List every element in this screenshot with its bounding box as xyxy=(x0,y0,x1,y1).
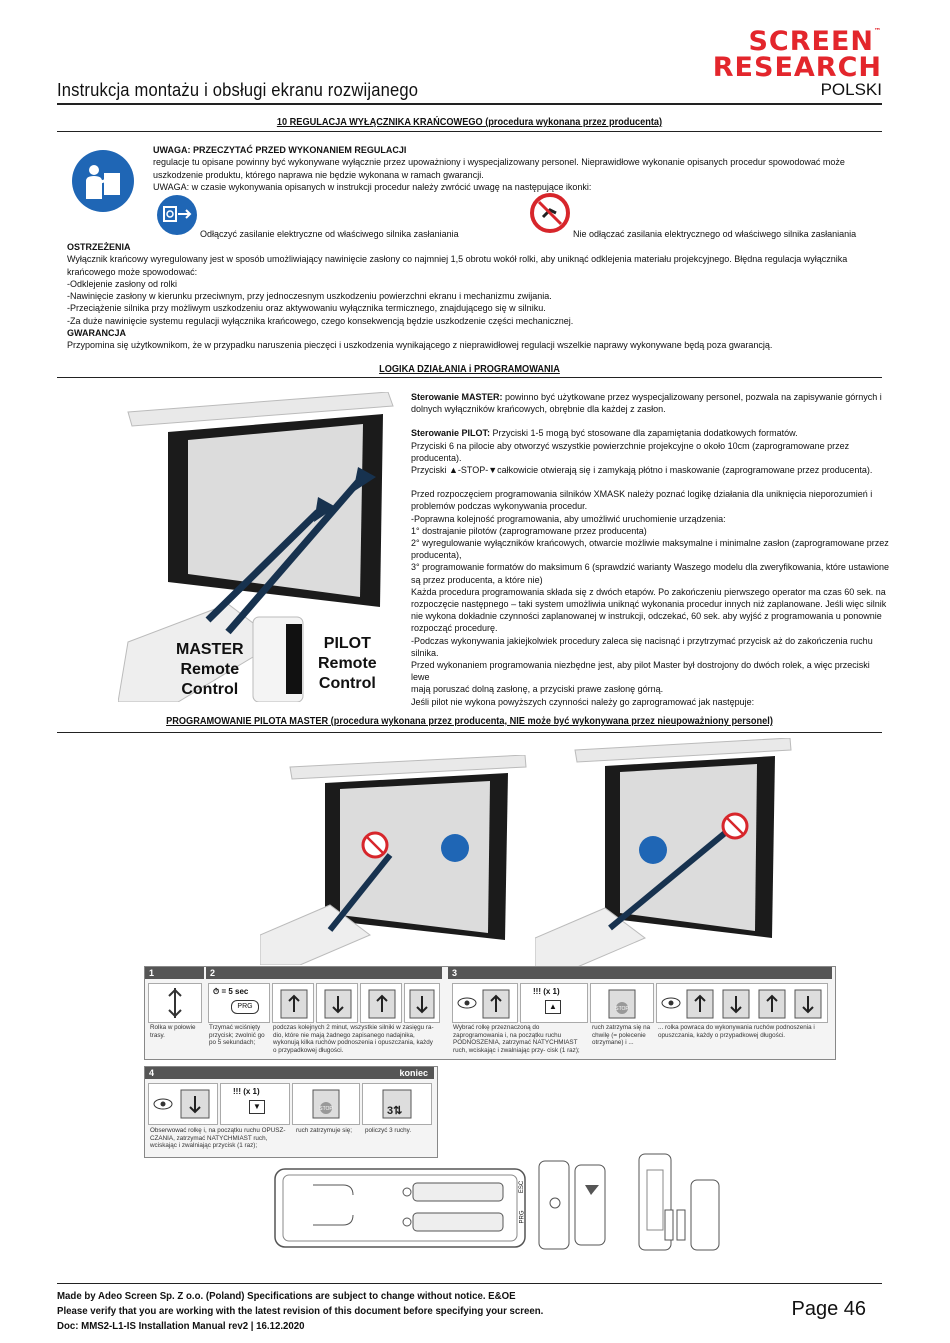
caution-title: OSTRZEŻENIA xyxy=(67,242,131,252)
warranty-text: Przypomina się użytkownikom, że w przypadku naruszenia pieczęci i uszkodzenia wynikającego z nieprawidłowej regulacji wszelkie naprawy wykonywane będą poza gwarancją. xyxy=(67,340,773,351)
warranty-title: GWARANCJA xyxy=(67,328,127,339)
caution-line: -Za duże nawinięcie systemu regulacji wyłącznika krańcowego, czego konsekwencją będzie uszkodzenie części mechanicznej. xyxy=(67,315,574,326)
footer-line: Doc: MMS2-L1-IS Installation Manual rev2 | 16.12.2020 xyxy=(57,1320,305,1332)
logic-heading: LOGIKA DZIAŁANIA i PROGRAMOWANIA xyxy=(379,364,560,375)
do-not-disconnect-label: Nie odłączać zasilania elektrycznego od właściwego silnika zasłaniania xyxy=(573,229,857,239)
step-caption: Obserwować rolkę i, na początku ruchu OPUSZ- CZANIA, zatrzymać NATYCHMIAST ruch, wciskając i zwalniając przycisk (1 raz); xyxy=(150,1127,286,1149)
language-label: POLSKI xyxy=(820,80,882,99)
master-prog-heading: PROGRAMOWANIE PILOTA MASTER (procedura wykonana przez producenta, NIE może być wykonywana przez nieupoważniony personel) xyxy=(166,716,773,727)
esc-label: ESC xyxy=(519,1180,526,1194)
stop-icon xyxy=(292,1083,360,1125)
step-caption: podczas kolejnych 2 minut, wszystkie silniki w zasięgu ra- dio, które nie mają żadnego zapisanego nadajnika, wykonują kilka ruchów podnoszenia i opuszczania, każdy o przypadkowej długości. xyxy=(273,1024,434,1054)
page-number: Page 46 xyxy=(791,1298,866,1320)
prg-button-icon: PRG xyxy=(231,1000,259,1014)
logic-text: Sterowanie MASTER: powinno być użytkowane przez wyspecjalizowany personel, pozwala na zapisywanie górnych i dolnych wyłączników krańcowych, obrębnie dla każdej z zasłon. Sterowanie PILOT: Przyciski 1-5 mogą być stosowane dla zapamiętania dodatkowych formatów. Przyciski 6 na pilocie aby otworzyć wszystkie powierzchnie projekcyjne o około 10cm (zaprogramowane przez producenta). Przyciski ▲-STOP-▼całkowicie otwierają się i zamykają płótno i maskowanie (zaprogramowane przez producenta). Przed rozpoczęciem programowania silników XMASK należy poznać logikę działania dla uniknięcia nieporozumień i problemów podczas wykonywania procedur. -Poprawna kolejność programowania, aby umożliwić uruchomienie urządzenia: 1° dostrajanie pilotów (zaprogramowane przez producenta) 2° wyregulowanie wyłączników krańcowych, otwarcie możliwie maksymalne i minimalne zasłon (zaprogramowane przez producenta), 3° programowanie formatów do maksimum 6 (sprawdzić warianty Waszego modelu dla zweryfikowania, które ustawione są przez producenta, a które nie) Każda procedura programowania składa się z dwóch etapów. Po zakończeniu pierwszego operator ma czas 60 sek. na rozpoczęcie następnego – taki system umożliwia uniknąć wykonania procedur innych niż zaplanowane. Jeśli więc silnik nie wykona dokładnie czynności zaplanowanej w instrukcji, odczekać, 60 sek. aby wyjść z programowania u ponownie rozpocząć procedurę. -Podczas wykonywania jakiejkolwiek procedury zaleca się nacisnąć i przytrzymać przycisk aż do zakończenia ruchu silnika. Przed wykonaniem programowania niezbędne jest, aby pilot Master był dostrojony do dwóch rolek, a więc przeciski lewe mają poruszać dolną zasłonę, a przyciski prawe zasłonę górną. Jeśli pilot nie wykona powyższych czynności należy go zaprogramować jak następuje: xyxy=(411,392,889,707)
remote-back-drawing xyxy=(273,1165,528,1251)
logo-research: RESEARCH xyxy=(712,52,882,83)
step-3-header: 3 xyxy=(448,967,832,979)
step-caption: ... rolka powraca do wykonywania ruchów podnoszenia i opuszczania, każdy o przypadkowej długości. xyxy=(658,1024,815,1039)
step-1-header: 1 xyxy=(145,967,204,979)
roller-up-icon xyxy=(272,983,314,1023)
step-caption: Wybrać rolkę przeznaczoną do zaprogramowania i, na początku ruchu PODNOSZENIA, zatrzymać NATYCHMIAST ruch, wciskając i zwalniając przy- cisk (1 raz); xyxy=(453,1024,580,1054)
step-4-header: 4 koniec xyxy=(145,1067,434,1079)
roller-down-icon xyxy=(404,983,440,1023)
section-rule xyxy=(57,131,882,132)
caution-line: -Odklejenie zasłony od rolki xyxy=(67,278,178,289)
step-caption: ruch zatrzyma się na chwilę (= polecenie otrzymane) i ... xyxy=(592,1024,651,1046)
prg-label: PRG xyxy=(519,1210,526,1224)
step-caption: Trzymać wciśnięty przycisk; zwolnić go po 5 sekundach; xyxy=(209,1024,265,1046)
step-2-timer-image: ⏱ = 5 sec PRG xyxy=(208,983,270,1023)
do-not-disconnect-icon xyxy=(530,193,570,233)
svg-text:STOP: STOP xyxy=(615,1006,629,1012)
warning-line: uszkodzenie produktu, którego naprawa nie będzie wykonana w ramach gwarancji. xyxy=(153,169,484,180)
footer-line: Please verify that you are working with the latest revision of this document before specifying your screen. xyxy=(57,1305,544,1317)
svg-text:STOP: STOP xyxy=(319,1106,333,1112)
three-moves-icon xyxy=(362,1083,432,1125)
document-title: Instrukcja montażu i obsługi ekranu rozwijanego xyxy=(57,80,419,100)
pilot-remote-label: PILOT Remote Control xyxy=(318,635,377,692)
warning-block xyxy=(153,144,883,193)
header-rule xyxy=(57,103,882,105)
warning-line: UWAGA: w czasie wykonywania opisanych w instrukcji procedur należy zwrócić uwagę na następujące ikonki: xyxy=(153,181,592,192)
step-2-header: 2 xyxy=(206,967,442,979)
read-manual-icon xyxy=(72,150,134,212)
roller-down-icon xyxy=(316,983,358,1023)
footer-rule xyxy=(57,1283,882,1284)
stop-icon xyxy=(590,983,654,1023)
press-once-down-icon: !!! (x 1) ▼ xyxy=(220,1083,290,1125)
caution-line: -Nawinięcie zasłony w kierunku przeciwnym, przy jednoczesnym uszkodzeniu powierzchni ekranu i mechanizmu zwijania. xyxy=(67,291,552,302)
press-once-icon: !!! (x 1) ▲ xyxy=(520,983,588,1023)
caution-line: Wyłącznik krańcowy wyregulowany jest w sposób umożliwiający nawinięcie zasłony co najmniej 1,5 obrotu wokół rolki, aby uniknąć odklejenia materiału projekcyjnego. Błędna regulacja wyłącznika xyxy=(67,254,848,265)
section-heading: 10 REGULACJA WYŁĄCZNIKA KRAŃCOWEGO (procedura wykonana przez producenta) xyxy=(276,117,663,128)
screen-illustration-left xyxy=(260,755,530,965)
step-1-image xyxy=(148,983,202,1023)
step-caption: policzyć 3 ruchy. xyxy=(365,1127,412,1134)
eye-roller-down-icon xyxy=(148,1083,218,1125)
warning-line: regulacje tu opisane powinny być wykonywane wyłącznie przez upoważniony i wyspecjalizowany personel. Nieprawidłowe wykonanie opisanych procedur spowodować może xyxy=(153,157,845,168)
logo-screen: SCREEN™ xyxy=(748,26,882,57)
roller-up-icon xyxy=(360,983,402,1023)
disconnect-power-label: Odłączyć zasilanie elektryczne od właściwego silnika zasłaniania xyxy=(200,229,459,239)
disconnect-power-icon xyxy=(157,195,197,235)
caution-line: krańcowego może spowodować: xyxy=(67,266,198,277)
step-caption: Rolka w połowie trasy. xyxy=(150,1024,196,1039)
logic-rule xyxy=(57,377,882,378)
caution-line: -Przeciążenie silnika przy możliwym uszkodzeniu oraz aktywowaniu wyłącznika termicznego, znajdującego się w silniku. xyxy=(67,303,546,314)
caution-block xyxy=(67,241,887,352)
warning-title: UWAGA: PRZECZYTAĆ PRZED WYKONANIEM REGULACJI xyxy=(153,145,407,155)
roller-cycle-icons xyxy=(656,983,828,1023)
step-caption: ruch zatrzymuje się; xyxy=(296,1127,352,1134)
master-prog-rule xyxy=(57,732,882,733)
footer-line: Made by Adeo Screen Sp. Z o.o. (Poland) Specifications are subject to change without notice. E&OE xyxy=(57,1290,516,1302)
eye-roller-icon xyxy=(452,983,518,1023)
master-remote-label: MASTER Remote Control xyxy=(176,641,244,698)
battery-open-drawing xyxy=(535,1155,615,1255)
battery-insert-drawing xyxy=(635,1150,725,1255)
screen-illustration-right xyxy=(535,738,795,968)
svg-text:3⇅: 3⇅ xyxy=(387,1105,403,1117)
